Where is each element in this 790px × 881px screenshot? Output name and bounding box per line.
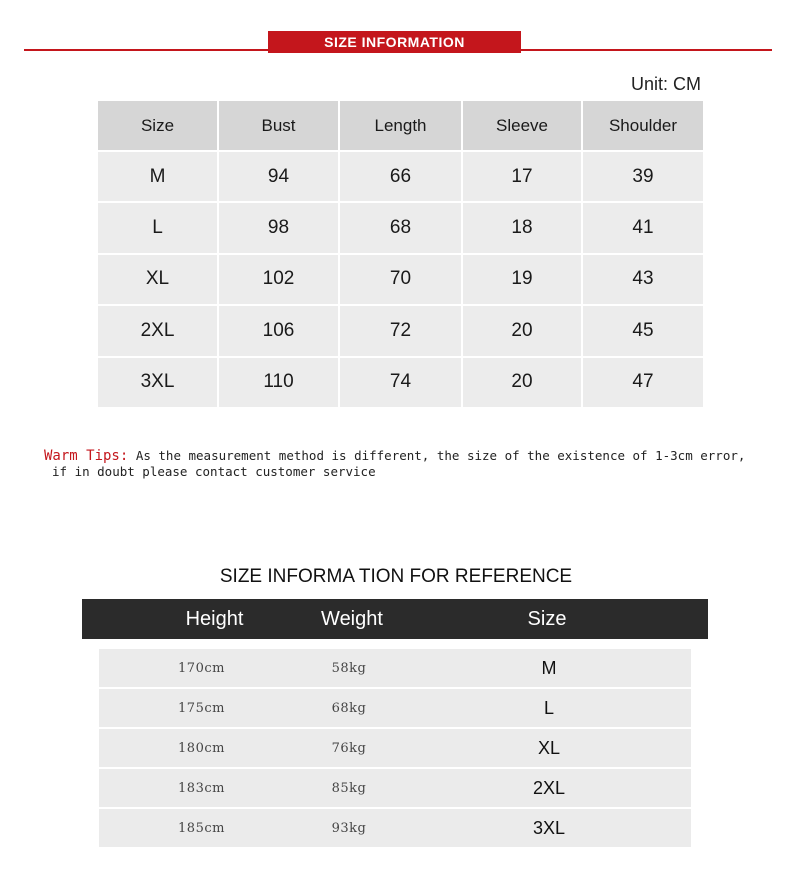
reference-weight-cell: 93kg: [331, 820, 367, 836]
warm-tips-line-1: As the measurement method is different, the size of the existence of 1-3cm error,: [128, 448, 746, 463]
size-table-cell: 110: [217, 358, 338, 407]
size-table-cell: 43: [581, 255, 703, 304]
size-table-cell: 39: [581, 152, 703, 201]
size-table-row: [98, 253, 703, 304]
reference-height-cell: 170cm: [178, 660, 225, 676]
size-table-cell: L: [98, 203, 217, 252]
size-table-cell: 20: [461, 306, 581, 355]
reference-header-size: Size: [527, 607, 567, 630]
size-table-header-cell: Bust: [217, 101, 338, 150]
reference-table-row: [99, 729, 691, 767]
reference-size-cell: M: [541, 657, 557, 678]
reference-header-height: Height: [185, 607, 244, 630]
reference-height-cell: 183cm: [178, 780, 225, 796]
reference-table-row: [99, 769, 691, 807]
reference-height-cell: 175cm: [178, 700, 225, 716]
unit-label: Unit: CM: [630, 74, 701, 94]
size-table-cell: 3XL: [98, 358, 217, 407]
reference-weight-cell: 58kg: [331, 660, 367, 676]
size-table-cell: XL: [98, 255, 217, 304]
reference-title-text: SIZE INFORMA TION FOR REFERENCE: [219, 566, 573, 587]
reference-header-weight: Weight: [321, 607, 383, 630]
size-table-cell: 70: [338, 255, 461, 304]
reference-weight-cell: 68kg: [331, 700, 367, 716]
size-table-cell: M: [98, 152, 217, 201]
reference-height-cell: 180cm: [178, 740, 225, 756]
size-table-row: [98, 150, 703, 201]
size-table-cell: 19: [461, 255, 581, 304]
size-table-cell: 2XL: [98, 306, 217, 355]
warm-tips-note: [44, 448, 790, 480]
size-table-cell: 98: [217, 203, 338, 252]
reference-size-cell: 3XL: [532, 817, 566, 838]
size-table-cell: 66: [338, 152, 461, 201]
size-table-cell: 94: [217, 152, 338, 201]
reference-table-row: [99, 649, 691, 687]
reference-weight-cell: 85kg: [331, 780, 367, 796]
warm-tips-line-2: if in doubt please contact customer service: [52, 464, 376, 479]
reference-section-title: [0, 566, 790, 588]
size-table-row: [98, 304, 703, 355]
size-table-header-cell: Sleeve: [461, 101, 581, 150]
reference-table-header: [82, 599, 708, 639]
size-table-cell: 47: [581, 358, 703, 407]
reference-size-cell: L: [543, 697, 554, 718]
size-table-cell: 18: [461, 203, 581, 252]
size-table: [98, 101, 703, 407]
size-table-header-cell: Shoulder: [581, 101, 703, 150]
size-table-row: [98, 201, 703, 252]
size-table-cell: 74: [338, 358, 461, 407]
size-table-cell: 102: [217, 255, 338, 304]
size-table-header-row: [98, 101, 703, 150]
size-table-row: [98, 356, 703, 407]
size-table-cell: 72: [338, 306, 461, 355]
size-table-header-cell: Length: [338, 101, 461, 150]
reference-table: [99, 649, 691, 849]
size-table-cell: 68: [338, 203, 461, 252]
size-table-cell: 106: [217, 306, 338, 355]
reference-weight-cell: 76kg: [331, 740, 367, 756]
reference-height-cell: 185cm: [178, 820, 225, 836]
size-table-header-cell: Size: [98, 101, 217, 150]
reference-table-row: [99, 689, 691, 727]
size-table-cell: 17: [461, 152, 581, 201]
reference-size-cell: XL: [537, 737, 561, 758]
reference-size-cell: 2XL: [532, 777, 566, 798]
size-table-cell: 41: [581, 203, 703, 252]
warm-tips-label: Warm Tips:: [44, 448, 129, 464]
reference-table-row: [99, 809, 691, 847]
size-table-cell: 20: [461, 358, 581, 407]
size-table-cell: 45: [581, 306, 703, 355]
section-title-size-information: SIZE INFORMATION: [268, 31, 521, 53]
